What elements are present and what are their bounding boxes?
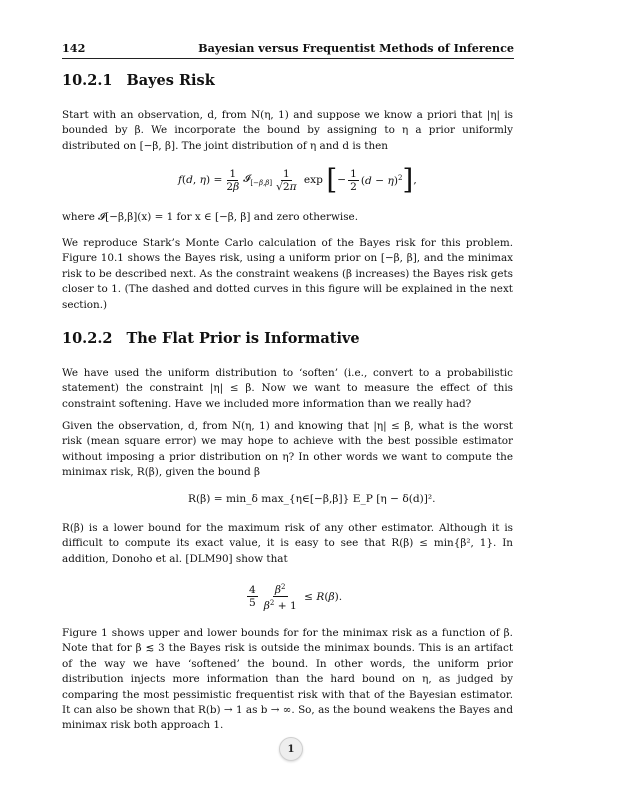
- section-number: 10.2.2: [62, 330, 113, 347]
- paragraph: Start with an observation, d, from N(η, 1) and suppose we know a priori that |η| is bounded by β. We incorporate the bound by assigning to η a prior uniformly distributed on [−β, β]. The joint distribution of η and d is then: [62, 109, 513, 152]
- section-title: Bayes Risk: [126, 72, 215, 89]
- equation-lower-bound: $\frac{4}{5}$ $\frac{\beta^2}{\beta^2 + 1}$ ≤ R(β).: [249, 583, 343, 612]
- paragraph: We reproduce Stark’s Monte Carlo calculation of the Bayes risk for this problem. Figure 10.1 shows the Bayes risk, using a uniform prior on [−β, β], and the minimax risk to be described next. As the constraint weakens (β increases) the Bayes risk gets closer to 1. (The dashed and dotted curves in this figure will be explained in the next section.): [62, 237, 513, 311]
- paragraph: Given the observation, d, from N(η, 1) and knowing that |η| ≤ β, what is the worst risk (mean square error) we may hope to achieve with the best possible estimator without imposing a prior distribution on η? In other words we want to compute the minimax risk, R(β), given the bound β: [62, 420, 513, 479]
- section-heading-bayes-risk: [62, 72, 215, 89]
- page-number: 142: [62, 41, 86, 55]
- section-title: The Flat Prior is Informative: [126, 330, 360, 347]
- page-indicator-badge[interactable]: 1: [279, 737, 303, 761]
- section-heading-flat-prior: [62, 330, 360, 347]
- equation-joint-distribution: f(d, η) = $\frac{1}{2\beta}$ 𝓘$_{[-\beta,\beta]}$ $\frac{1}{√2\pi}$ exp [ − $\frac{1}{2}$ $(d - \eta)^2$ ] ,: [178, 163, 417, 196]
- running-title: Bayesian versus Frequentist Methods of Inference: [198, 41, 514, 55]
- paragraph: We have used the uniform distribution to ‘soften’ (i.e., convert to a probabilistic statement) the constraint |η| ≤ β. Now we want to measure the effect of this constraint softening. Have we included more information than we really had?: [62, 367, 513, 410]
- section-number: 10.2.1: [62, 72, 113, 89]
- equation-minimax-risk: R(β) = min_δ max_{η∈[−β,β]} E_P [η − δ(d)]².: [188, 493, 436, 505]
- paragraph: where 𝓘[−β,β](x) = 1 for x ∈ [−β, β] and zero otherwise.: [62, 211, 358, 223]
- paragraph: R(β) is a lower bound for the maximum risk of any other estimator. Although it is difficult to compute its exact value, it is easy to see that R(β) ≤ min{β², 1}. In addition, Donoho et al. [DLM90] show that: [62, 522, 513, 565]
- running-header: [62, 41, 514, 59]
- paragraph: Figure 1 shows upper and lower bounds for for the minimax risk as a function of β. Note that for β ≲ 3 the Bayes risk is outside the minimax bounds. This is an artifact of the way we have ‘softened’ the bound. In other words, the uniform prior distribution injects more information than the hard bound on η, as judged by comparing the most pessimistic frequentist risk with that of the Bayesian estimator. It can also be shown that R(b) → 1 as b → ∞. So, as the bound weakens the Bayes and minimax risk both approach 1.: [62, 627, 513, 732]
